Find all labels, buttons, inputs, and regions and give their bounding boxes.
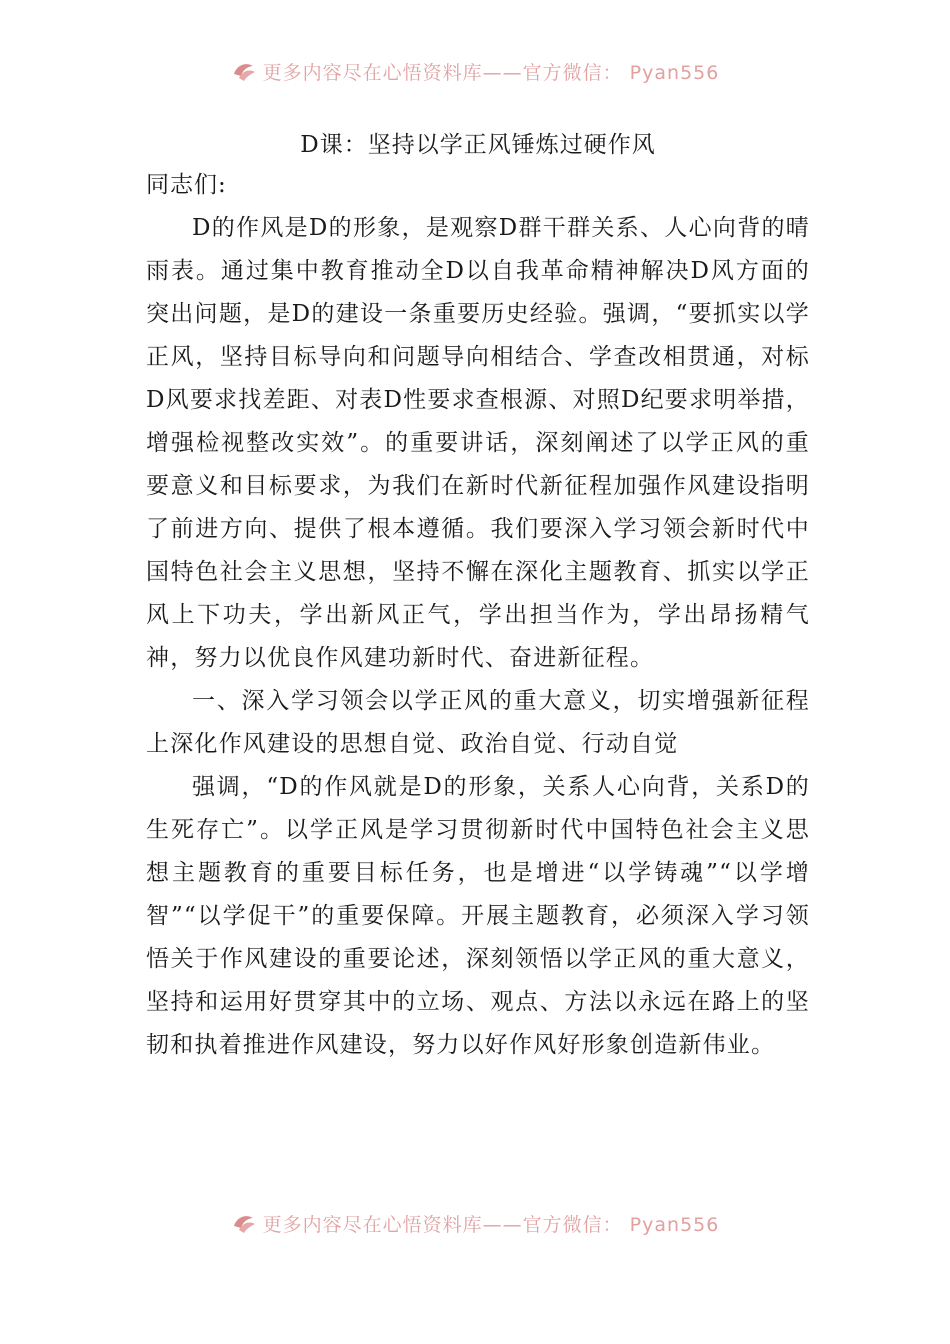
salutation: 同志们: [146,172,227,198]
watermark-text: 更多内容尽在心悟资料库——官方微信： Pyan556 [262,1213,720,1236]
document-body [146,126,810,1067]
paragraph-intro: D的作风是D的形象，是观察D群干群关系、人心向背的晴雨表。通过集中教育推动全D以自我革命精神解决D风方面的突出问题，是D的建设一条重要历史经验。强调，“要抓实以学正风，坚持目标导向和问题导向相结合、学查改相贯通，对标D风要求找差距、对表D性要求查根源、对照D纪要求明举措，增强检视整改实效”。的重要讲话，深刻阐述了以学正风的重要意义和目标要求，为我们在新时代新征程加强作风建设指明了前进方向、提供了根本遵循。我们要深入学习领会新时代中国特色社会主义思想，坚持不懈在深化主题教育、抓实以学正风上下功夫，学出新风正气，学出担当作为，学出昂扬精气神，努力以优良作风建功新时代、奋进新征程。 [146,215,810,671]
paragraph-section-1: 强调，“D的作风就是D的形象，关系人心向背，关系D的生死存亡”。以学正风是学习贯彻新时代中国特色社会主义思想主题教育的重要目标任务，也是增进“以学铸魂”“以学增智”“以学促干”的重要保障。开展主题教育，必须深入学习领悟关于作风建设的重要论述，深刻领悟以学正风的重大意义，坚持和运用好贯穿其中的立场、观点、方法以永远在路上的坚韧和执着推进作风建设，努力以好作风好形象创造新伟业。 [146,774,810,1058]
section-heading-1: 一、深入学习领会以学正风的重大意义，切实增强新征程上深化作风建设的思想自觉、政治自觉、行动自觉 [146,688,810,757]
header-watermark [0,56,950,86]
footer-watermark [0,1208,950,1238]
watermark-text: 更多内容尽在心悟资料库——官方微信： Pyan556 [262,61,720,84]
document-title: D课：坚持以学正风锤炼过硬作风 [300,132,656,158]
brand-logo-icon [231,1212,257,1234]
brand-logo-icon [231,60,257,82]
